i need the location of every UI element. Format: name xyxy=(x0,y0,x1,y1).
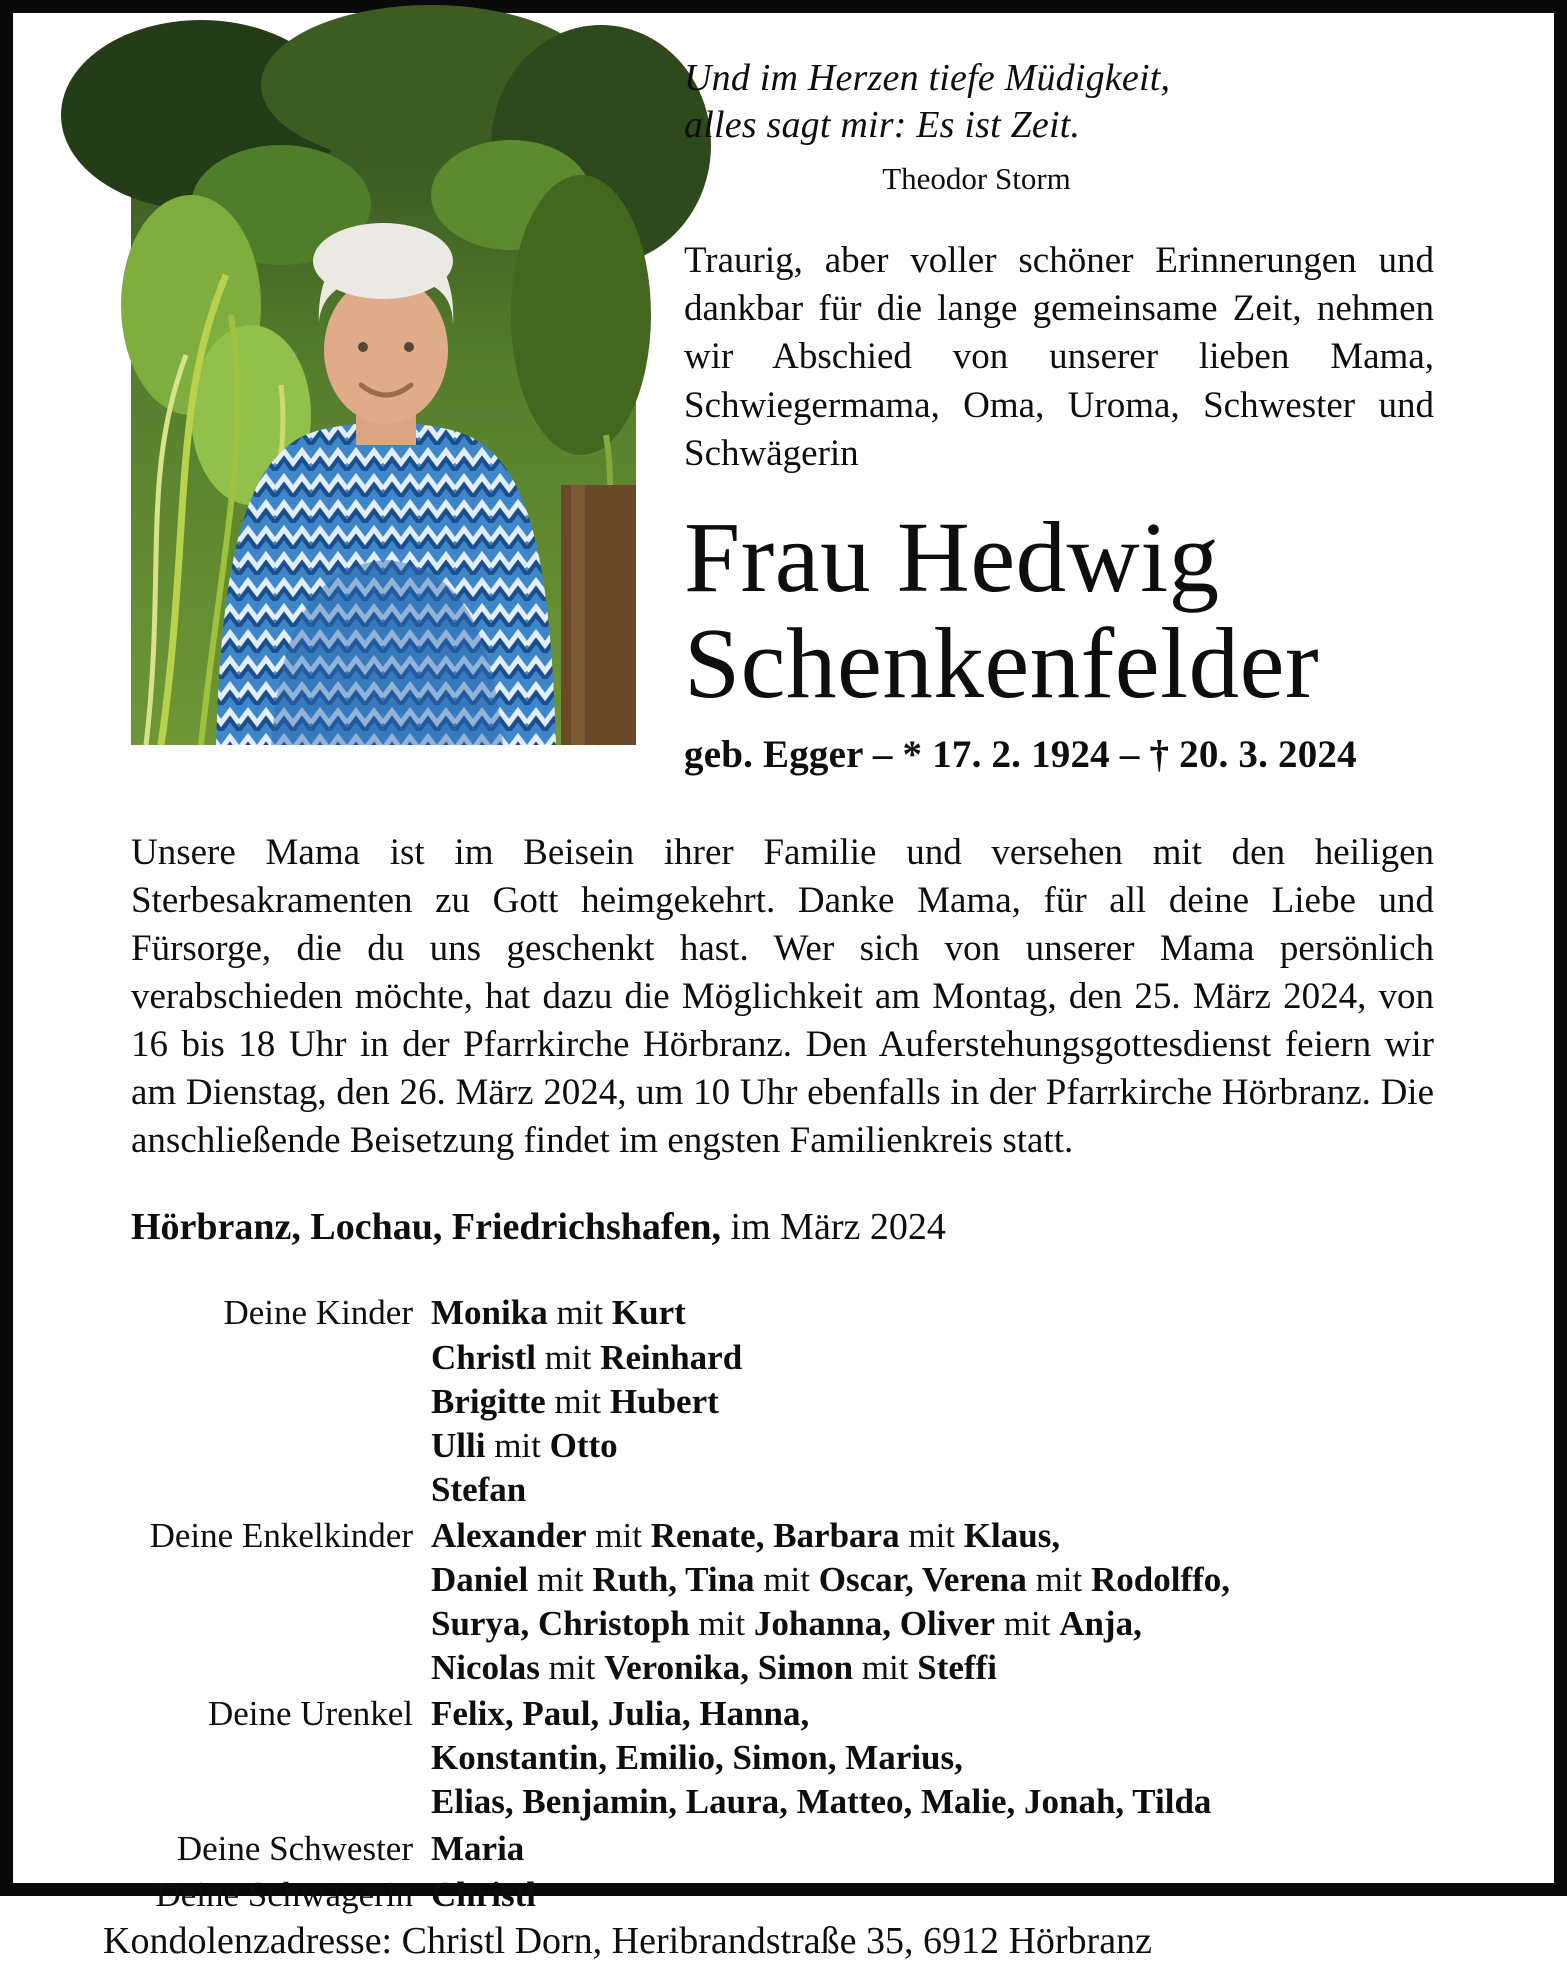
deceased-name-line-2: Schenkenfelder xyxy=(684,606,1320,719)
family-group xyxy=(131,1692,1434,1824)
deceased-name xyxy=(684,500,1434,719)
family-group-names xyxy=(431,1827,1434,1871)
places-date: im März 2024 xyxy=(730,1206,946,1249)
family-group-label: Deine Enkelkinder xyxy=(149,1515,413,1555)
family-names-line: Monika mit Kurt xyxy=(431,1293,686,1333)
family-group-names xyxy=(431,1514,1434,1690)
family-group xyxy=(131,1873,1434,1917)
family-names-line: Alexander mit Renate, Barbara mit Klaus, xyxy=(431,1515,1061,1555)
family-names-line: Konstantin, Emilio, Simon, Marius, xyxy=(431,1738,963,1778)
family-names-line: Brigitte mit Hubert xyxy=(431,1381,719,1421)
family-names-line: Daniel mit Ruth, Tina mit Oscar, Verena mit Rodolffo, xyxy=(431,1560,1231,1599)
family-list xyxy=(131,1291,1434,1918)
family-names-line: Felix, Paul, Julia, Hanna, xyxy=(431,1694,810,1734)
family-names-line: Nicolas mit Veronika, Simon mit Steffi xyxy=(431,1648,997,1688)
places-line xyxy=(131,1205,1434,1249)
top-section xyxy=(131,55,1434,777)
family-names-line: Christl xyxy=(431,1874,536,1914)
family-names-line: Stefan xyxy=(431,1469,527,1509)
portrait-photo xyxy=(131,55,636,745)
birth-death-dates: geb. Egger – * 17. 2. 1924 – † 20. 3. 2024 xyxy=(684,732,1357,776)
family-group-label: Deine Urenkel xyxy=(207,1694,413,1734)
header-column xyxy=(684,55,1434,777)
obituary-body: Unsere Mama ist im Beisein ihrer Familie und versehen mit den heiligen Sterbesakramenten zu Gott heimgekehrt. Danke Mama, für all deine Liebe und Fürsorge, die du uns geschenkt hast. Wer sich von unserer Mama persönlich verabschieden möchte, hat dazu die Möglichkeit am Montag, den 25. März 2024, von 16 bis 18 Uhr in der Pfarrkirche Hörbranz. Den Auferstehungsgottesdienst feiern wir am Dienstag, den 26. März 2024, um 10 Uhr ebenfalls in der Pfarrkirche Hörbranz. Die anschließende Beisetzung findet im engsten Familienkreis statt. xyxy=(131,831,1434,1162)
family-group-names xyxy=(431,1873,1434,1917)
family-group xyxy=(131,1514,1434,1690)
quote-line-2: alles sagt mir: Es ist Zeit. xyxy=(684,104,1081,147)
family-names-line: Ulli mit Otto xyxy=(431,1425,618,1465)
family-group xyxy=(131,1291,1434,1511)
quote-line-1: Und im Herzen tiefe Müdigkeit, xyxy=(684,57,1171,99)
family-names-line: Elias, Benjamin, Laura, Matteo, Malie, Jonah, Tilda xyxy=(431,1782,1212,1822)
family-names-line: Maria xyxy=(431,1828,525,1868)
places-names: Hörbranz, Lochau, Friedrichshafen, xyxy=(131,1206,722,1249)
family-group-names xyxy=(431,1692,1434,1824)
deceased-name-line-1: Frau Hedwig xyxy=(684,500,1220,613)
intro-paragraph: Traurig, aber voller schöner Erinnerungen und dankbar für die lange gemeinsame Zeit, nehmen wir Abschied von unserer lieben Mama, Schwiegermama, Oma, Uroma, Schwester und Schwägerin xyxy=(684,240,1434,474)
family-group-label: Deine Schwester xyxy=(176,1828,413,1868)
family-group-names xyxy=(431,1291,1434,1511)
family-names-line: Surya, Christoph mit Johanna, Oliver mit Anja, xyxy=(431,1604,1142,1644)
family-group-label: Deine Kinder xyxy=(223,1293,413,1333)
memorial-quote xyxy=(684,55,1434,149)
family-names-line: Christl mit Reinhard xyxy=(431,1337,743,1377)
quote-attribution: Theodor Storm xyxy=(882,161,1071,197)
family-group-label: Deine Schwägerin xyxy=(155,1874,413,1914)
family-group xyxy=(131,1827,1434,1871)
portrait-photo-illustration xyxy=(131,55,636,745)
condolence-address: Kondolenzadresse: Christl Dorn, Heribrandstraße 35, 6912 Hörbranz xyxy=(103,1919,1152,1962)
